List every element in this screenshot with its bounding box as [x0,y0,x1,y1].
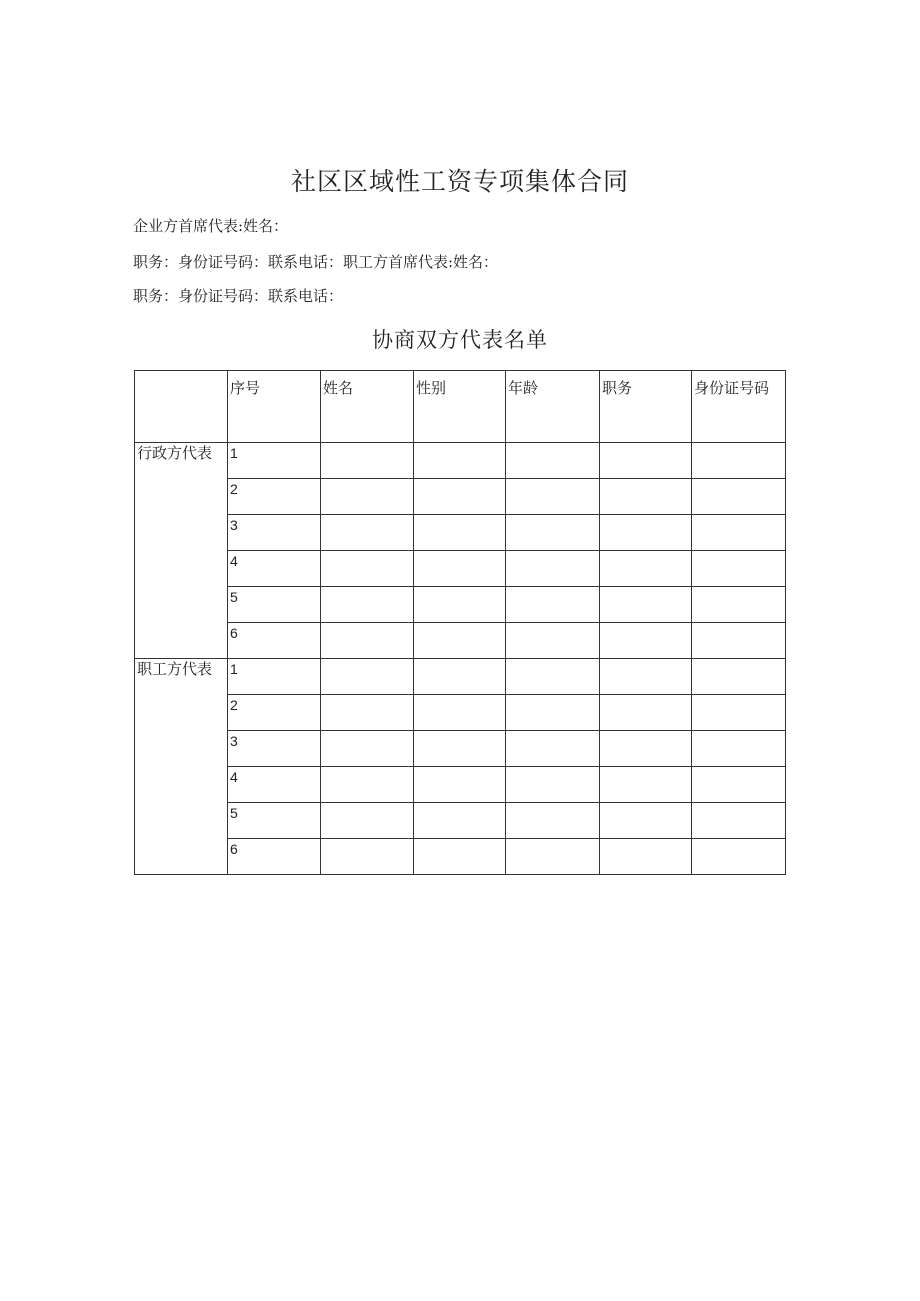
row-number: 6 [228,839,321,875]
info-line-position-workers-rep: 职务：身份证号码：联系电话：职工方首席代表:姓名： [133,253,499,271]
id-number-cell [692,803,786,839]
gender-cell [414,767,506,803]
name-cell [321,803,414,839]
table-row [135,803,786,839]
age-cell [506,659,600,695]
name-cell [321,551,414,587]
id-number-cell [692,767,786,803]
position-cell [600,515,692,551]
gender-cell [414,443,506,479]
name-cell [321,767,414,803]
info-line-position-contact: 职务：身份证号码：联系电话： [133,287,344,305]
table-row [135,839,786,875]
header-cell-name: 姓名 [321,371,414,443]
position-cell [600,623,692,659]
table-row [135,551,786,587]
name-cell [321,479,414,515]
id-number-cell [692,839,786,875]
header-cell-group [135,371,228,443]
gender-cell [414,659,506,695]
position-cell [600,731,692,767]
position-cell [600,443,692,479]
age-cell [506,551,600,587]
page-title: 社区区域性工资专项集体合同 [290,167,629,196]
id-number-cell [692,551,786,587]
name-cell [321,515,414,551]
name-cell [321,587,414,623]
id-number-cell [692,695,786,731]
position-cell [600,767,692,803]
position-cell [600,659,692,695]
age-cell [506,587,600,623]
header-cell-position: 职务 [600,371,692,443]
position-cell [600,551,692,587]
name-cell [321,443,414,479]
id-number-cell [692,731,786,767]
table-row [135,515,786,551]
age-cell [506,515,600,551]
table-row [135,695,786,731]
section-title: 协商双方代表名单 [372,328,548,352]
row-number: 2 [228,695,321,731]
table-header-row [135,371,786,443]
row-number: 4 [228,767,321,803]
id-number-cell [692,515,786,551]
row-number: 2 [228,479,321,515]
info-line-enterprise-rep: 企业方首席代表:姓名： [133,217,289,235]
header-cell-age: 年龄 [506,371,600,443]
age-cell [506,767,600,803]
header-cell-id-number: 身份证号码 [692,371,786,443]
row-number: 1 [228,659,321,695]
id-number-cell [692,479,786,515]
table-row [135,767,786,803]
gender-cell [414,587,506,623]
id-number-cell [692,587,786,623]
age-cell [506,695,600,731]
age-cell [506,623,600,659]
id-number-cell [692,443,786,479]
row-number: 1 [228,443,321,479]
table-row [135,623,786,659]
id-number-cell [692,659,786,695]
age-cell [506,803,600,839]
row-number: 5 [228,803,321,839]
gender-cell [414,695,506,731]
row-number: 3 [228,515,321,551]
name-cell [321,731,414,767]
gender-cell [414,623,506,659]
row-number: 6 [228,623,321,659]
gender-cell [414,515,506,551]
name-cell [321,839,414,875]
gender-cell [414,551,506,587]
row-number: 5 [228,587,321,623]
table-row [135,731,786,767]
gender-cell [414,803,506,839]
representatives-table [134,370,786,875]
age-cell [506,443,600,479]
row-number: 3 [228,731,321,767]
id-number-cell [692,623,786,659]
group-label-admin: 行政方代表 [135,443,228,659]
age-cell [506,479,600,515]
name-cell [321,659,414,695]
age-cell [506,731,600,767]
table-row [135,587,786,623]
table-row [135,443,786,479]
header-cell-gender: 性别 [414,371,506,443]
row-number: 4 [228,551,321,587]
position-cell [600,479,692,515]
group-label-workers: 职工方代表 [135,659,228,875]
position-cell [600,587,692,623]
position-cell [600,695,692,731]
position-cell [600,803,692,839]
table-row [135,659,786,695]
header-cell-number: 序号 [228,371,321,443]
gender-cell [414,731,506,767]
name-cell [321,623,414,659]
gender-cell [414,479,506,515]
name-cell [321,695,414,731]
table-row [135,479,786,515]
gender-cell [414,839,506,875]
position-cell [600,839,692,875]
age-cell [506,839,600,875]
